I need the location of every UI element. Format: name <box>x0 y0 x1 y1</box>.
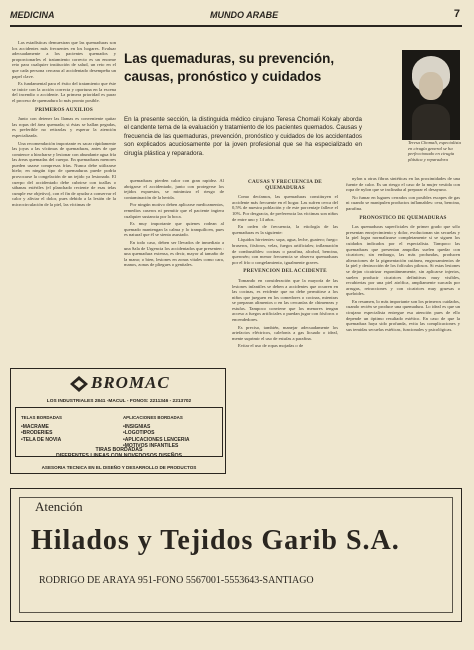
subheading: CAUSAS Y FRECUENCIA DE QUEMADURAS <box>248 179 322 191</box>
paragraph: En orden de frecuencia, la etiología de las quemaduras es la siguiente: <box>232 224 338 235</box>
bromac-col2-title: APLICACIONES BORDADAS <box>123 415 183 420</box>
paragraph: Como decíamos, las quemaduras constituyen el accidente más frecuente en el hogar. Las sufren cerca del 0,5% de nuestra población y de este porcentaje fallece el 10%. Por desgracia, de preferencia las víctimas son niños de entre uno y 14 años. <box>232 194 338 222</box>
bromac-footer: ASESORIA TECNICA EN EL DISEÑO Y DESARROLLO DE PRODUCTOS <box>41 465 197 470</box>
paragraph: Las quemaduras superficiales de primer grado que sólo presentan enrojecimiento y dolor, evolucionan sin secuelas y la piel logra normalizarse completamente si se siguen los cuidados indicados por el especialista. Tampoco las quemaduras que presentan ampollas suelen quedar con cicatrices; sin embargo, las más profundas, producen alteraciones de la pigmentación cutánea, engrosamientos de la piel y destrucción de los folículos pilosos. Si estas lesiones se dejan cicatrizar espontáneamente, sin aplicarse injertos, suelen producir cicatrices definitivas muy visibles, recubiertas por una piel atrófica, ampliamente surcada por arrugas, retracciones y con cicatrices muy gruesas o queloides. <box>346 224 460 297</box>
garib-address: RODRIGO DE ARAYA 951-FONO 5567001-5553643-SANTIAGO <box>39 575 314 586</box>
bromac-brand: BROMAC <box>91 373 170 392</box>
list-item: •MOTIVOS INFANTILES <box>123 443 179 450</box>
paragraph: Una recomendación importante es sacar rápidamente las joyas a las víctimas de quemaduras, antes de que comience a hincharse y lesionar con abundante agua fría las áreas quemadas del cuerpo. En quemaduras menores pueden usarse compresas frías. Nunca debe utilizarse hielo; en ningún tipo de quemaduras puede podría provocarse la congelación de un tejido ya lesionado. El cuerpo del accidentado debe cubrirse con toallas o sábanas estériles (el planchado reciente de esas telas cumple ese objetivo), con el fin de ayudar a conservar el calor y aliviar el dolor, pues debido a la lesión de la microcirculación de la piel, las víctimas de <box>12 140 116 208</box>
list-item: •BRODERIES <box>21 430 53 437</box>
page-number: 7 <box>453 8 460 20</box>
paragraph: nylon u otras fibras sintéticas en las proximidades de una fuente de calor. Es un riesgo el caso de la mujer vestida con ropa de nylon que se inclinaba al preparar el desayuno. <box>346 176 460 193</box>
list-item: •TELA DE NOVIA <box>21 436 62 443</box>
article-column-1 <box>12 40 116 210</box>
paragraph: Junto con detener las llamas es conveniente quitar las ropas del área quemada; si éstas se hallan pegadas, es preferible no retirarlas y esperar la atención especializada. <box>12 116 116 138</box>
paragraph: Es fundamental para el éxito del tratamiento que éste se inicie con la acción correcta y oportuna en la escena del incendio o accidente. La primera prioridad es parar el proceso de quemadura lo más pronto posible. <box>12 81 116 103</box>
bromac-column-aplicaciones <box>123 415 189 450</box>
subheading: PREVENCION DEL ACCIDENTE <box>243 268 327 275</box>
paragraph: Es muy importante que quienes rodean al quemado mantengan la calma y lo tranquilicen, pues es natural que él se sienta asustado. <box>124 221 224 238</box>
bromac-tiras <box>15 447 223 459</box>
paragraph: Líquidos hirvientes: sopa, agua, leche, guatero; fuego: braseros, fósforos, velas, fuegos artificiales; inflamación de combustibles: cocinas o parafina, alcohol, bencina, querosén; con menor frecuencia se observa quemaduras por el frío o congelamiento, igualmente graves. <box>232 237 338 265</box>
bromac-tiras-subtitle: DIFERENTES LINEAS CON NOVEDOSOS DISEÑOS <box>56 453 182 459</box>
article-lead: En la presente sección, la distinguida médico cirujano Teresa Chomali Kokaly aborda el candente tema de la evaluación y tratamiento de los pacientes quemados. Causas y frecuencia de las quemaduras, prevención, pronóstico y cuidados de los accidentados son explicados acuciosamente por la joven profesional que se ha especializado en cirugía plástica y reparadora. <box>124 116 362 157</box>
paragraph: En resumen, lo más importante son los primeros cuidados, cuando recién se produce una quemadura. Lo ideal es que un cirujano especialista entregue esa atención pues de ello depende un óptimo resultado estético. En caso de que la quemadura haya sido profunda, evita las complicaciones y sus temidas secuelas estéticas, funcionales y psicológicas. <box>346 298 460 332</box>
list-item: •APLICACIONES LENCERIA <box>123 436 190 443</box>
photo-caption: Teresa Chomali, especialista en cirugía general se ha perfeccionado en cirugía plástica y reparadora <box>408 140 461 162</box>
paragraph: quemaduras pierden calor con gran rapidez. Al abrigarse el accidentado, junto con protegerse los tejidos expuestos, se minimiza el riesgo de contaminación de la herida. <box>124 178 224 200</box>
paragraph: Por ningún motivo deben aplicarse medicamentos, remedios caseros ni permitir que el paciente ingiera cualquier sustancia por la boca. <box>124 202 224 219</box>
bromac-advertisement <box>10 368 226 474</box>
paragraph: Tomando en consideración que la mayoría de las lesiones infantiles se deben a accidentes que ocurren en las cocinas, es evidente que no debe permitirse a los niños que jueguen en los comedores o cocinas, mientras se preparan alimentos o en las cercanías de chimeneas y estufas. Tampoco conviene que los menores tengan acceso a fuegos artificiales o puedan jugar con fósforos o encendedores. <box>232 277 338 323</box>
bromac-address: LOS INDUSTRIALES 2841 -MACUL - FONOS: 2211346 - 2213702 <box>46 399 192 404</box>
list-item: •LOGOTIPOS <box>123 430 155 437</box>
list-item: •INSIGNIAS <box>123 423 151 430</box>
paragraph: En todo caso, deben ser llevados de inmediato a una Sala de Urgencia los accidentados que presenten : una quemadura extensa, es decir, mayor al tamaño de la mano; o bien, lesiones en zonas vitales como cara, manos, zonas de pliegues o genitales. <box>124 239 224 268</box>
header-rule <box>10 25 462 27</box>
bromac-column-telas <box>21 415 62 443</box>
subheading: PRONOSTICO DE QUEMADURAS <box>359 214 447 221</box>
magazine-name: MUNDO ARABE <box>210 10 279 20</box>
bromac-logo-icon <box>69 375 89 393</box>
bromac-tiras-title: TIRAS BORDADAS <box>95 447 143 453</box>
bromac-col1-title: TELAS BORDADAS <box>21 415 62 420</box>
article-column-2 <box>124 178 224 270</box>
section-label: MEDICINA <box>10 10 55 20</box>
garib-company-name: Hilados y Tejidos Garib S.A. <box>31 525 400 556</box>
page-header <box>10 8 464 24</box>
paragraph: Es preciso, también, manejar adecuadamente los artefactos eléctricos, calefonts a gas licuado o ideal, mente suprimir el uso de estufas a parafina. <box>232 324 338 341</box>
list-item: •MACRAME <box>21 423 49 430</box>
garib-advertisement <box>10 488 462 622</box>
author-photo <box>402 50 460 140</box>
article-column-3 <box>232 176 338 351</box>
article-column-4 <box>346 176 460 334</box>
paragraph: Las estadísticas demuestran que las quemaduras son los accidentes más frecuentes en los hogares. Evaluar adecuadamente a los pacientes quemados y proporcionarles el tratamiento correcto es un enorme reto para cualquier institución de salud, un reto en el que cada persona cercana al accidentado desempeña un papel clave. <box>12 40 116 79</box>
paragraph: Evitar el uso de ropas mojadas o de <box>238 343 304 349</box>
garib-attention: Atención <box>35 499 83 514</box>
article-title: Las quemaduras, su prevención, causas, pronóstico y cuidados <box>124 51 335 84</box>
subheading: PRIMEROS AUXILIOS <box>34 106 94 113</box>
paragraph: No fumar en lugares cerrados con posibles escapes de gas ni cuando se manipulen productos inflamables: cera, bencina, parafina. <box>346 194 460 211</box>
